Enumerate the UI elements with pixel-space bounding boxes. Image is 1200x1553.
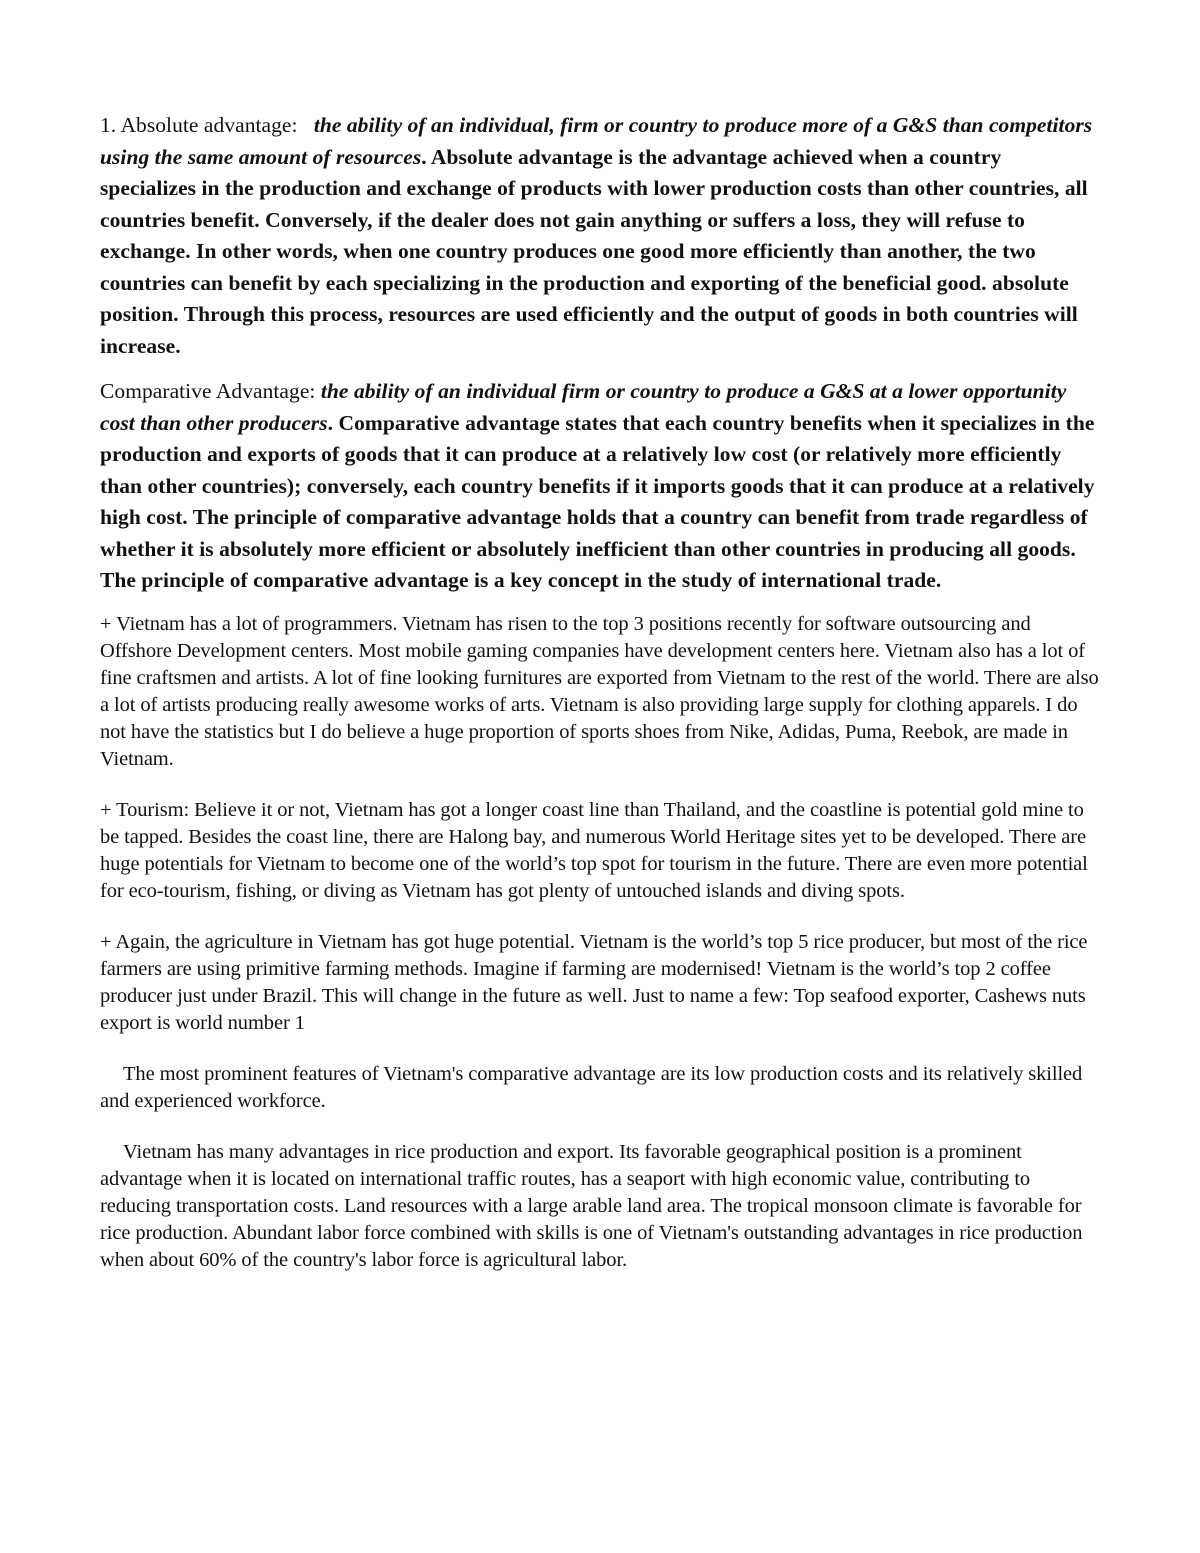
comparative-advantage-heading: Comparative Advantage: xyxy=(100,379,316,403)
absolute-advantage-paragraph xyxy=(100,110,1100,362)
document-page xyxy=(100,110,1100,1298)
features-paragraph: The most prominent features of Vietnam's comparative advantage are its low production costs and its relatively skilled and experienced workforce. xyxy=(100,1062,1083,1112)
point-programmers: + Vietnam has a lot of programmers. Vietnam has risen to the top 3 positions recently for software outsourcing and Offshore Development centers. Most mobile gaming companies have development centers here. Vietnam also has a lot of fine craftsmen and artists. A lot of fine looking furnitures are exported from Vietnam to the rest of the world. There are also a lot of artists producing really awesome works of arts. Vietnam is also providing large supply for clothing apparels. I do not have the statistics but I do believe a huge proportion of sports shoes from Nike, Adidas, Puma, Reebok, are made in Vietnam. xyxy=(100,612,1099,770)
point-tourism: + Tourism: Believe it or not, Vietnam has got a longer coast line than Thailand, and the coastline is potential gold mine to be tapped. Besides the coast line, there are Halong bay, and numerous World Heritage sites yet to be developed. There are huge potentials for Vietnam to become one of the world’s top spot for tourism in the future. There are even more potential for eco-tourism, fishing, or diving as Vietnam has got plenty of untouched islands and diving spots. xyxy=(100,798,1088,902)
comparative-advantage-definition: the ability of an individual firm or country to produce a G&S at a lower opportunity cost than other producers xyxy=(100,379,1067,435)
absolute-advantage-heading: 1. Absolute advantage: xyxy=(100,113,298,137)
point-agriculture: + Again, the agriculture in Vietnam has got huge potential. Vietnam is the world’s top 5 rice producer, but most of the rice farmers are using primitive farming methods. Imagine if farming are modernised! Vietnam is the world’s top 2 coffee producer just under Brazil. This will change in the future as well. Just to name a few: Top seafood exporter, Cashews nuts export is world number 1 xyxy=(100,930,1088,1034)
absolute-advantage-body: . Absolute advantage is the advantage achieved when a country specializes in the production and exchange of products with lower production costs than other countries, all countries benefit. Conversely, if the dealer does not gain anything or suffers a loss, they will refuse to exchange. In other words, when one country produces one good more efficiently than another, the two countries can benefit by each specializing in the production and exporting of the beneficial good. absolute position. Through this process, resources are used efficiently and the output of goods in both countries will increase. xyxy=(100,144,1088,358)
rice-paragraph: Vietnam has many advantages in rice production and export. Its favorable geographical position is a prominent advantage when it is located on international traffic routes, has a seaport with high economic value, contributing to reducing transportation costs. Land resources with a large arable land area. The tropical monsoon climate is favorable for rice production. Abundant labor force combined with skills is one of Vietnam's outstanding advantages in rice production when about 60% of the country's labor force is agricultural labor. xyxy=(100,1140,1083,1271)
comparative-advantage-paragraph xyxy=(100,376,1100,597)
absolute-advantage-definition: the ability of an individual, firm or country to produce more of a G&S than competitors using the same amount of resources xyxy=(100,113,1093,169)
comparative-advantage-body: . Comparative advantage states that each country benefits when it specializes in the production and exports of goods that it can produce at a relatively low cost (or relatively more efficiently than other countries); conversely, each country benefits if it imports goods that it can produce at a relatively high cost. The principle of comparative advantage holds that a country can benefit from trade regardless of whether it is absolutely more efficient or absolutely inefficient than other countries in producing all goods. The principle of comparative advantage is a key concept in the study of international trade. xyxy=(100,410,1095,592)
